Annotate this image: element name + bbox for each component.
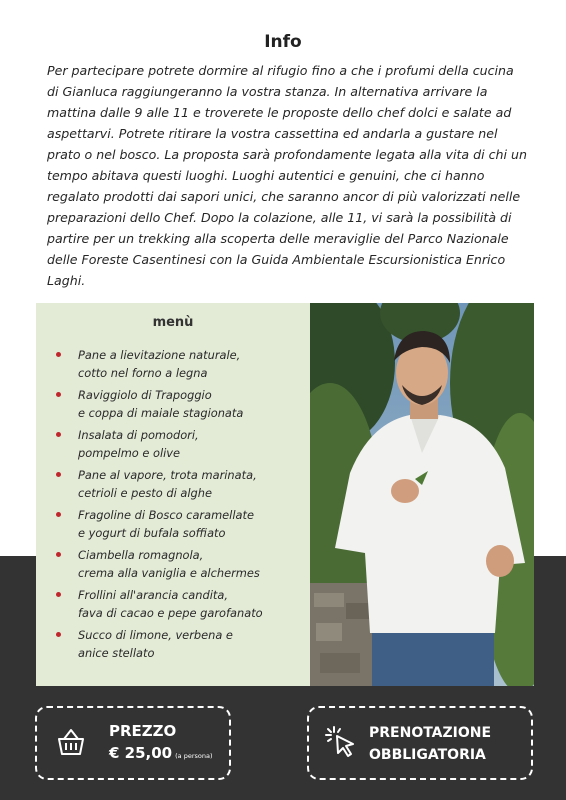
- price-value-line: [109, 744, 213, 762]
- menu-list: [54, 346, 304, 666]
- price-box: [35, 706, 231, 780]
- cursor-click-icon: [323, 724, 359, 765]
- bullet-icon: [56, 512, 61, 517]
- menu-item-text: Frollini all'arancia candita, fava di cacao e pepe garofanato: [78, 588, 263, 620]
- chef-photo: [310, 303, 534, 686]
- menu-item-text: Ciambella romagnola, crema alla vaniglia e alchermes: [78, 548, 260, 580]
- menu-item-text: Insalata di pomodori, pompelmo e olive: [78, 428, 199, 460]
- menu-panel: [36, 303, 310, 686]
- menu-item: [54, 466, 304, 506]
- menu-item: [54, 426, 304, 466]
- menu-item-text: Succo di limone, verbena e anice stellato: [78, 628, 233, 660]
- bullet-icon: [56, 632, 61, 637]
- bullet-icon: [56, 432, 61, 437]
- bullet-icon: [56, 472, 61, 477]
- info-title: Info: [264, 32, 302, 52]
- bullet-icon: [56, 552, 61, 557]
- menu-item: [54, 546, 304, 586]
- price-label: PREZZO: [109, 722, 177, 740]
- bullet-icon: [56, 392, 61, 397]
- price-note: (a persona): [175, 752, 213, 760]
- bullet-icon: [56, 352, 61, 357]
- booking-box[interactable]: [307, 706, 533, 780]
- menu-item: [54, 586, 304, 626]
- booking-label: PRENOTAZIONE OBBLIGATORIA: [369, 725, 492, 763]
- menu-item: [54, 506, 304, 546]
- menu-item-text: Pane al vapore, trota marinata, cetrioli e pesto di alghe: [78, 468, 257, 500]
- menu-item-text: Raviggiolo di Trapoggio e coppa di maiale stagionata: [78, 388, 244, 420]
- menu-item: [54, 386, 304, 426]
- info-paragraph: Per partecipare potrete dormire al rifugio fino a che i profumi della cucina di Gianluca raggiungeranno la vostra stanza. In alternativa arrivare la mattina dalle 9 alle 11 e troverete le proposte dello chef dolci e salate ad aspettarvi. Potrete ritirare la vostra cassettina ed andarla a gustare nel prato o nel bosco. La proposta sarà profondamente legata alla vita di chi un tempo abitava questi luoghi. Luoghi autentici e genuini, che ci hanno regalato prodotti dai sapori unici, che saranno ancor di più valorizzati nelle preparazioni dello Chef. Dopo la colazione, alle 11, vi sarà la possibilità di partire per un trekking alla scoperta delle meraviglie del Parco Nazionale delle Foreste Casentinesi con la Guida Ambientale Escursionistica Enrico Laghi.: [47, 63, 528, 288]
- menu-item-text: Pane a lievitazione naturale, cotto nel forno a legna: [78, 348, 241, 380]
- price-value: € 25,00: [109, 744, 173, 762]
- shopping-basket-icon: [55, 726, 87, 763]
- bullet-icon: [56, 592, 61, 597]
- menu-item: [54, 346, 304, 386]
- menu-item: [54, 626, 304, 666]
- menu-title: menù: [152, 315, 194, 330]
- menu-item-text: Fragoline di Bosco caramellate e yogurt di bufala soffiato: [78, 508, 254, 540]
